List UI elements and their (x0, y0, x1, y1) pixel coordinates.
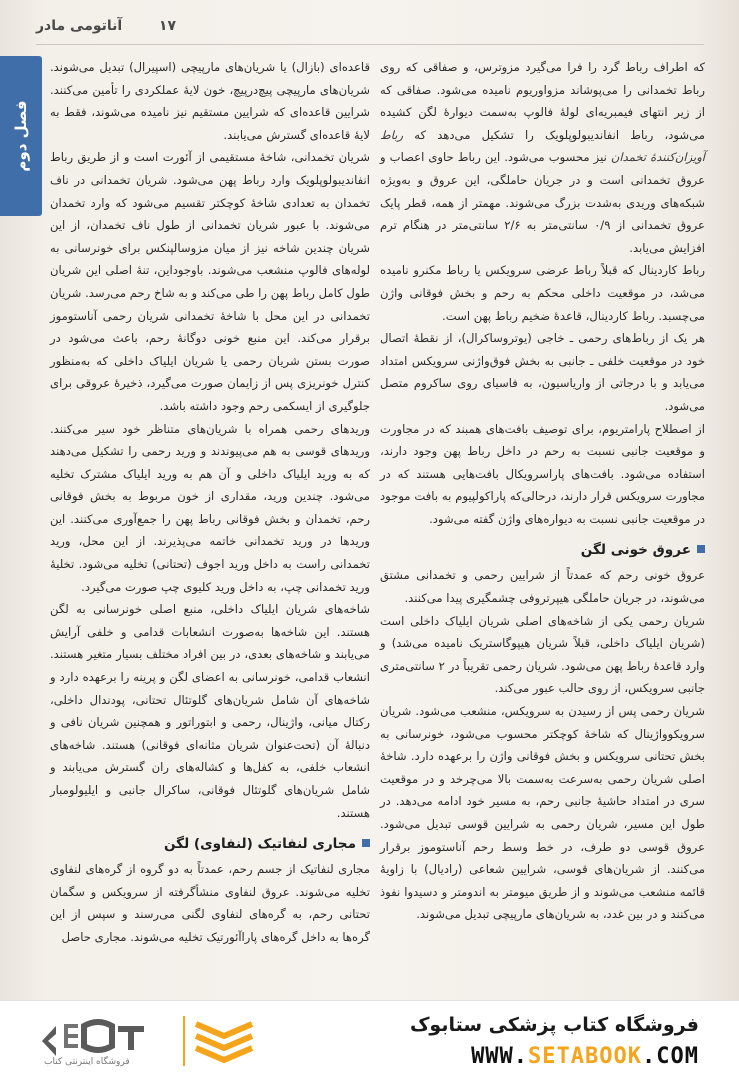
paragraph: هر یک از رباط‌های رحمی ـ خاجی (یوتروساکرال)، از نقطهٔ اتصال خود در موقعیت خلفی ـ جانبی به بخش فوق‌واژنی سرویکس امتداد می‌یابد و با درجاتی از واریاسیون، به فاسیای روی ساکروم متصل می‌شود. (380, 331, 705, 413)
chapter-tab (0, 56, 42, 216)
paragraph: که اطراف رباط گرد را فرا می‌گیرد مزوترس، و صفاقی که روی رباط تخمدانی را می‌پوشاند مزواوریوم نامیده می‌شود. صفاقی که از زیر انتهای فیمبریه‌ای لولهٔ فالوپ به‌سمت دیوارهٔ لگن کشیده می‌شود، رباط انفاندیبولوپلویک را تشکیل می‌دهد که رباط آویزان‌کنندهٔ تخمدان نیز محسوب می‌شود. این رباط حاوی اعصاب و عروق تخمدانی است و در جریان حاملگی، این عروق و به‌ویژه شبکه‌های وریدی به‌شدت بزرگ می‌شوند. مهمتر از همه، قطر پایک عروق تخمدانی از ۰/۹ سانتی‌متر به ۲/۶ سانتی‌متر در هنگام ترم افزایش می‌یابد. (380, 60, 706, 255)
heading-bullet-icon (697, 545, 705, 553)
shop-url: WWW.SETABOOK.COM (471, 1044, 699, 1069)
page-header (36, 14, 176, 44)
paragraph: قاعده‌ای (بازال) یا شریان‌های مارپیچی (اسپیرال) تبدیل می‌شوند. شریان‌های مارپیچی پیچ‌درپیچ، خون لایهٔ عملکردی را تأمین می‌کنند. شرایین قاعده‌ای که شرایین مستقیم نیز نامیده می‌شوند، فقط به لایهٔ قاعده‌ای گسترش می‌یابند. (50, 60, 370, 142)
footer-divider (0, 1000, 739, 1001)
paragraph: مجاری لنفاتیک از جسم رحم، عمدتاً به دو گروه از گره‌های لنفاوی تخلیه می‌شوند. عروق لنفاوی منشأگرفته از سرویکس و سگمان تحتانی رحم، به گره‌های لنفاوی لگنی می‌رسند و سپس از این گره‌ها به داخل گره‌های پاراآئورتیک تخلیه می‌شوند. مجاری حاصل (50, 862, 370, 944)
shop-title: فروشگاه کتاب پزشکی ستابوک (409, 1014, 699, 1036)
shop-url-brand: SETABOOK (528, 1044, 643, 1069)
emphasized-term: رباط آویزان‌کنندهٔ تخمدان (380, 127, 706, 165)
page-number: ۱۷ (158, 18, 176, 34)
setabook-logo (34, 1012, 264, 1070)
running-head-title: آناتومی مادر (36, 18, 123, 34)
paragraph: رباط کاردینال که قبلاً رباط عرضی سرویکس یا رباط مکنرو نامیده می‌شد، در موقعیت داخلی محکم به رحم و بخش فوقانی واژن می‌چسبد. رباط کاردینال، قاعدهٔ ضخیم رباط پهن است. (380, 263, 705, 323)
section-heading-pelvic-vessels: عروق خونی لگن (380, 538, 705, 562)
section-heading-lymphatics: مجاری لنفاتیک (لنفاوی) لگن (50, 832, 370, 856)
paragraph: شریان رحمی پس از رسیدن به سرویکس، منشعب می‌شود. شریان سرویکوواژینال که شاخهٔ کوچکتر محسوب می‌شود، خونرسانی به بخش تحتانی سرویکس و بخش فوقانی واژن را برعهده دارد. شاخهٔ اصلی شریان رحمی به‌سرعت به‌سمت بالا می‌چرخد و در موقعیت سری در امتداد حاشیهٔ جانبی رحم، به مسیر خود ادامه می‌دهد. در طول این مسیر، شریان رحمی به شرایین قوسی تبدیل می‌شود. عروق قوسی دو طرف، در خط وسط رحم آناستوموز برقرار می‌کنند. از شریان‌های قوسی، شرایین شعاعی (رادیال) با زاویهٔ قائمه منشعب می‌شوند و از طریق میومتر به اندومتر و دسیدوا نفوذ می‌کنند و در بین غدد، به شریان‌های مارپیچی تبدیل می‌شوند. (380, 704, 705, 922)
heading-bullet-icon (362, 839, 370, 847)
paragraph: از اصطلاح پارامتریوم، برای توصیف بافت‌های همبند که در مجاورت و موقعیت جانبی نسبت به رحم در داخل رباط پهن وجود دارند، استفاده می‌شود. بافت‌های پاراسرویکال بافت‌هایی هستند که در مجاورت سرویکس قرار دارند، درحالی‌که پاراکولپیوم به بافت موجود در موقعیت جانبی نسبت به دیواره‌های واژن گفته می‌شود. (380, 421, 705, 526)
chapter-tab-label: فصل دوم (12, 100, 30, 172)
paragraph: وریدهای رحمی همراه با شریان‌های متناظر خود سیر می‌کنند. وریدهای قوسی به هم می‌پیوندند و ورید رحمی را تشکیل می‌دهند که به ورید ایلیاک داخلی و آن هم به ورید ایلیاک مشترک تخلیه می‌شود. چندین ورید، مقداری از خون مربوط به بخش فوقانی رحم، تخمدان و بخش فوقانی رباط پهن را جمع‌آوری می‌کنند. این وریدها در ورید تخمدانی خاتمه می‌پذیرند. از این محل، ورید تخمدانی راست به داخل ورید اجوف (تحتانی) تخلیه می‌شود. تخلیهٔ ورید تخمدانی چپ، به داخل ورید کلیوی چپ صورت می‌گیرد. (50, 421, 370, 594)
right-text-column (380, 56, 705, 926)
watermark-footer (0, 1000, 739, 1080)
header-divider (36, 44, 704, 45)
paragraph: شاخه‌های شریان ایلیاک داخلی، منبع اصلی خونرسانی به لگن هستند. این شاخه‌ها به‌صورت انشعابات قدامی و خلفی آرایش می‌یابند و شاخه‌های بعدی، در بین افراد مختلف بسیار متغیر هستند. انشعاب قدامی، خونرسانی به اعضای لگن و پرینه را برعهده دارد و شاخه‌های آن شامل شریان‌های گلوتئال تحتانی، پودندال داخلی، رکتال میانی، واژینال، رحمی و ابتوراتور و همچنین شریان نافی و دنبالهٔ آن (تحت‌عنوان شریان مثانه‌ای فوقانی) هستند. شاخه‌های انشعاب خلفی، به کفل‌ها و کشاله‌های ران گسترش می‌یابند و شامل شریان‌های گلوتئال فوقانی، ساکرال جانبی و ایلیولومبار هستند. (50, 602, 370, 820)
paragraph: شریان رحمی یکی از شاخه‌های اصلی شریان ایلیاک داخلی است (شریان ایلیاک داخلی، قبلاً شریان هیپوگاستریک نامیده می‌شد) و وارد قاعدهٔ رباط پهن می‌شود. شریان رحمی تقریباً در ۲ سانتی‌متری جانبی سرویکس، از روی حالب عبور می‌کند. (380, 613, 705, 696)
left-text-column (50, 56, 370, 949)
paragraph: عروق خونی رحم که عمدتاً از شرایین رحمی و تخمدانی مشتق می‌شوند، در جریان حاملگی هیپرتروفی چشمگیری پیدا می‌کنند. (380, 568, 705, 606)
svg-text:فروشگاه اینترنتی کتاب: فروشگاه اینترنتی کتاب (44, 1057, 130, 1067)
paragraph: شریان تخمدانی، شاخهٔ مستقیمی از آئورت است و از طریق رباط انفاندیبولوپلویک وارد رباط پهن می‌شود. شریان تخمدانی در ناف تخمدان به تعدادی شاخهٔ کوچکتر تقسیم می‌شود که وارد تخمدان می‌شوند. با عبور شریان تخمدانی از طول ناف تخمدان، از این شریان چندین شاخه نیز از میان مزوسالپنکس برای خونرسانی به لوله‌های فالوپ منشعب می‌شوند. باوجوداین، تنهٔ اصلی این شریان طول کامل رباط پهن را طی می‌کند و به شاخ رحم می‌رسد. شریان تخمدانی در این محل با شاخهٔ تخمدانی شریان رحمی آناستوموز برقرار می‌کند. این منبع خونی دوگانهٔ رحم، باعث می‌شود در صورت بستن شریان رحمی یا شریان ایلیاک داخلی که به‌منظور کنترل خونریزی پس از زایمان صورت می‌گیرد، ذخیرهٔ عروقی برای جلوگیری از ایسکمی رحم وجود داشته باشد. (50, 150, 370, 413)
